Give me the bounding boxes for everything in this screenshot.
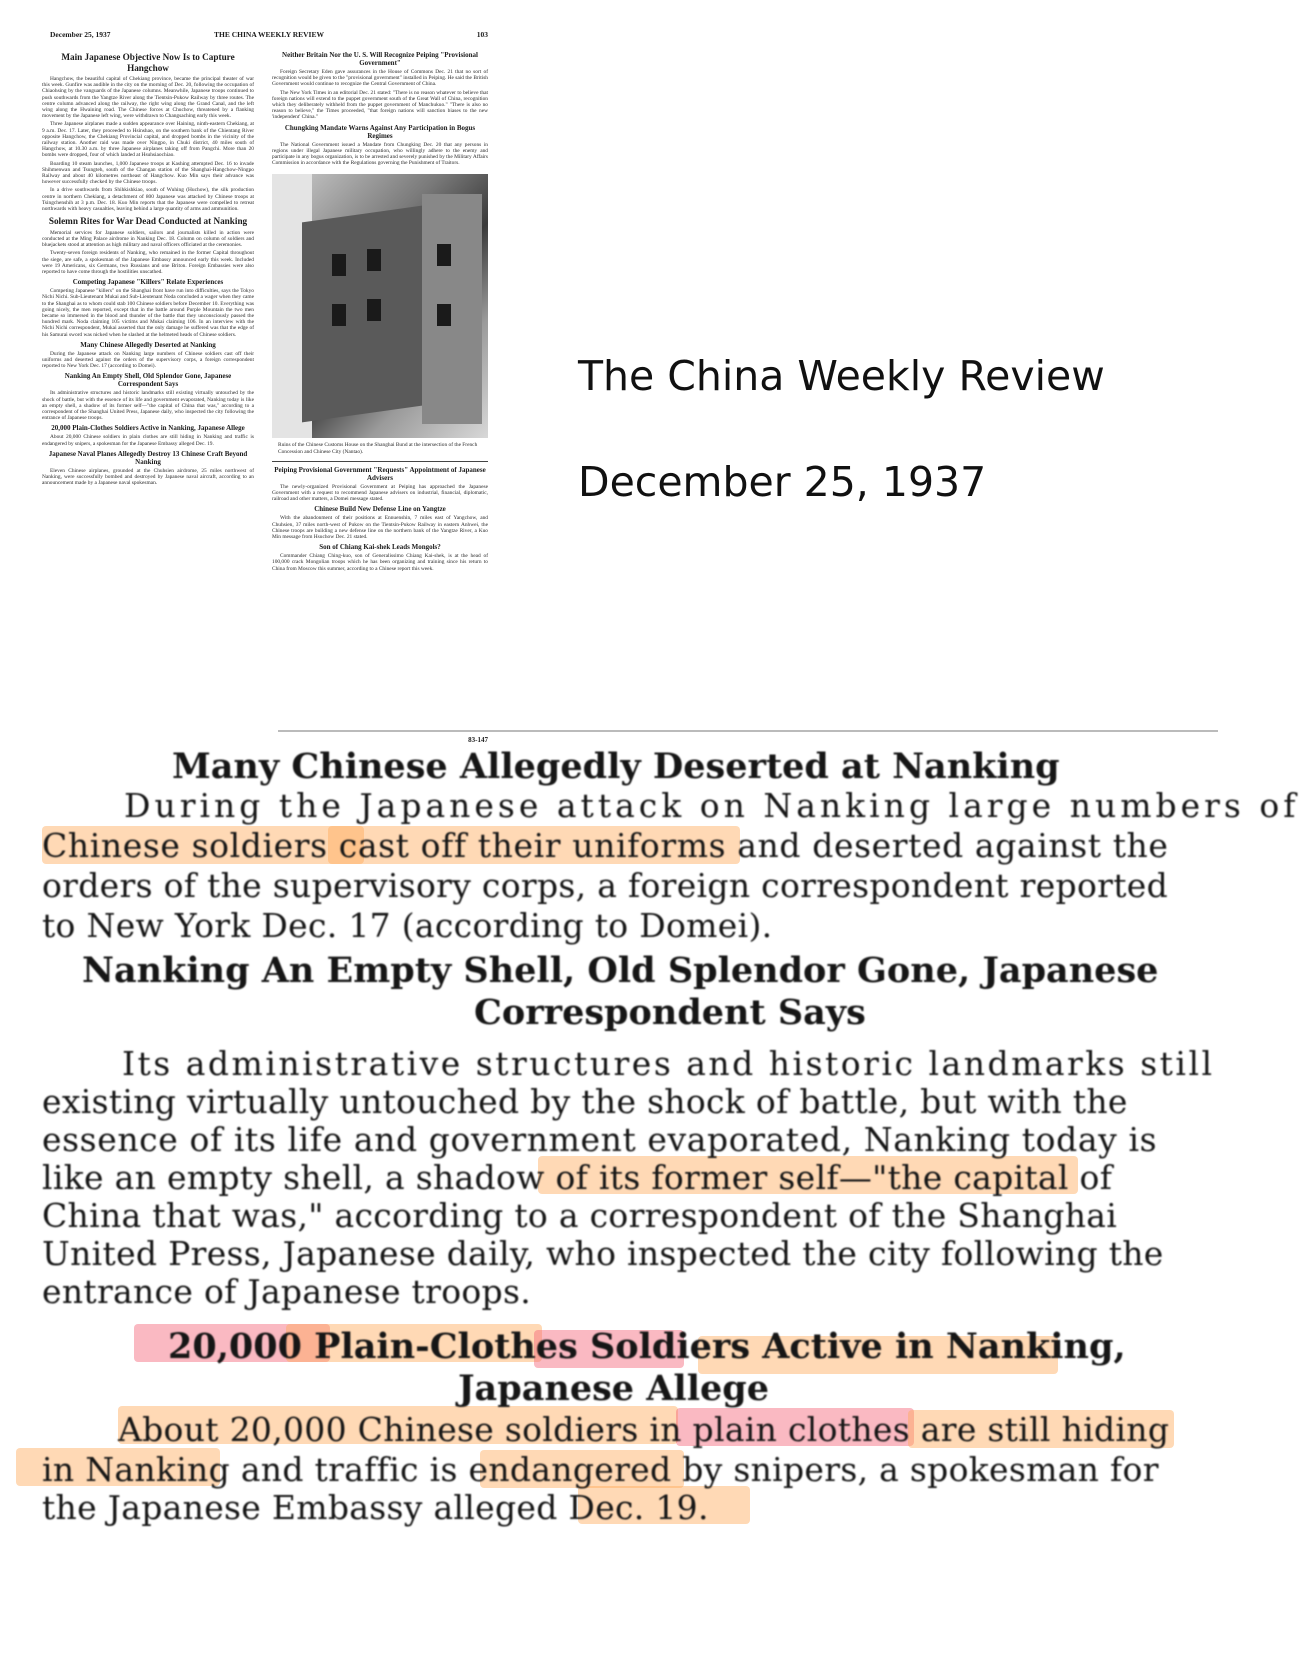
- article-subheading: Chinese Build New Defense Line on Yangtze: [314, 505, 446, 514]
- article-paragraph: The New York Times in an editorial Dec. 21 stated: "There is no reason whatever to believe that foreign nations will extend to the puppet government south of the Great Wall of China, recognition which they deliberately withheld from the puppet government of Manchukuo." "There is also no reason to believe," the Times proceeded, "that foreign nations will sanction biases to the new 'independent' China.": [272, 89, 488, 121]
- excerpt-heading: Nanking An Empty Shell, Old Splendor Gone, Japanese: [82, 950, 1159, 991]
- right-column: [272, 48, 488, 574]
- article-paragraph: With the abandonment of their positions at Ennuenshin, 7 miles east of Yangchow, and Chuhsien, 37 miles north-west of Pukow on the Tientsin-Pukow Railway in eastern Anhwei, the Chinese troops are building a new defense line on the northern bank of the Yangtze River, a Kuo Min message from Hsuchow Dec. 21 stated.: [272, 515, 488, 541]
- article-paragraph: Competing Japanese "killers" on the Shanghai front have run into difficulties, says the Tokyo Nichi Nichi. Sub-Lieutenant Mukai and Sub-Lieutenant Noda concluded a wager when they came to the Shanghai as to whom could stab 100 Chinese soldiers before December 10. Everything was going nicely, the men reported, except that in the battle around Purple Mountain the two men became so immersed in the blood and thunder of the battle that they unconsciously passed the hundred mark. Noda claiming 105 victims and Mukai claiming 106. In an interview with the Nichi Nichi correspondent, Mukai asserted that the only damage he suffered was that the edge of his Samurai sword was nicked when he slashed at the helmeted heads of Chinese soldiers.: [42, 288, 254, 338]
- article-paragraph: Its administrative structures and historic landmarks still existing virtually untouched by the shock of battle, but with the essence of its life and government evaporated, Nanking today is like an empty shell, a shadow of its former self—"the capital of China that was," according to a correspondent of the Shanghai United Press, Japanese daily, who inspected the city following the entrance of Japanese troops.: [42, 390, 254, 422]
- page-footer-number: 83-147: [468, 736, 488, 744]
- article-heading: Main Japanese Objective Now Is to Capture Hangchow: [61, 52, 235, 73]
- publication-title: The China Weekly Review: [578, 352, 1105, 400]
- article-paragraph: The National Government issued a Mandate from Chungking Dec. 20 that any persons in regions under illegal Japanese military occupation, who willingly adhere to the enemy and participate in any bogus organization, is to be arrested and severely punished by the Military Affairs Commission in accordance with the Regulations governing the Punishment of Traitors.: [272, 141, 488, 167]
- article-paragraph: Foreign Secretary Eden gave assurances in the House of Commons Dec. 21 that no sort of recognition would be given to the "provisional government" installed in Peiping. He said the British Government would continue to recognize the Central Government of China.: [272, 69, 488, 88]
- excerpt-heading: Many Chinese Allegedly Deserted at Nanking: [172, 746, 1060, 787]
- article-subheading: Competing Japanese "Killers" Relate Experiences: [72, 278, 224, 287]
- excerpt-line: Chinese soldiers cast off their uniforms and deserted against the: [42, 826, 1169, 865]
- excerpt-line: like an empty shell, a shadow of its former self—"the capital of: [42, 1158, 1113, 1197]
- article-subheading: Son of Chiang Kai-shek Leads Mongols?: [319, 543, 441, 552]
- article-paragraph: Memorial services for Japanese soldiers, sailors and journalists killed in action were conducted at the Ming Palace airdrome in Nanking Dec. 18. Column on column of soldiers and bluejackets stood at attention as high military and naval officers officiated at the ceremonies.: [42, 229, 254, 249]
- publication-date: December 25, 1937: [578, 458, 987, 506]
- page-header: [50, 30, 488, 42]
- excerpt-line: About 20,000 Chinese soldiers in plain clothes are still hiding: [118, 1410, 1170, 1449]
- excerpt-heading: Correspondent Says: [474, 992, 866, 1033]
- excerpt-line: essence of its life and government evaporated, Nanking today is: [42, 1120, 1158, 1159]
- article-paragraph: During the Japanese attack on Nanking large numbers of Chinese soldiers cast off their uniforms and deserted against the orders of the supervisory corps, a foreign correspondent reported to New York Dec. 17 (according to Domei).: [42, 350, 254, 370]
- header-title: THE CHINA WEEKLY REVIEW: [214, 30, 324, 39]
- excerpt-line: During the Japanese attack on Nanking large numbers of: [124, 786, 1300, 825]
- article-paragraph: Eleven Chinese airplanes, grounded at the Chuhsien airdrome, 25 miles northwest of Nanking, were successfully bombed and destroyed by Japanese naval aircraft, according to an announcement made by a Japanese naval spokesman.: [42, 467, 254, 487]
- photo-caption: Ruins of the Chinese Customs House on the Shanghai Bund at the intersection of the French Concession and Chinese City (Nantao).: [278, 442, 478, 455]
- zoomed-excerpt: [38, 730, 1300, 1550]
- article-heading: Solemn Rites for War Dead Conducted at Nanking: [48, 216, 248, 227]
- excerpt-line: United Press, Japanese daily, who inspected the city following the: [42, 1234, 1164, 1273]
- excerpt-line: entrance of Japanese troops.: [42, 1272, 531, 1311]
- excerpt-line: China that was," according to a correspondent of the Shanghai: [42, 1196, 1118, 1235]
- excerpt-line: Its administrative structures and historic landmarks still: [122, 1044, 1215, 1083]
- excerpt-line: to New York Dec. 17 (according to Domei).: [42, 906, 773, 945]
- article-paragraph: The newly-organized Provisional Government at Peiping has approached the Japanese Government with a request to recommend Japanese advisers on industrial, financial, diplomatic, railroad and other matters, a Domei message stated.: [272, 483, 488, 503]
- article-subheading: 20,000 Plain-Clothes Soldiers Active in Nanking, Japanese Allege: [51, 424, 245, 433]
- article-paragraph: Boarding 10 steam launches, 1,000 Japanese troops at Kashing attempted Dec. 16 to invade Shihmenwan and Tsungteh, south of the Changan station of the Shanghai-Hangchow-Ningpo Railway and about 40 kilometres northeast of Hangchow. Kuo Min says their advance was however successfully checked by the Chinese troops.: [42, 160, 254, 186]
- article-subheading: Many Chinese Allegedly Deserted at Nanking: [80, 340, 216, 349]
- excerpt-line: orders of the supervisory corps, a foreign correspondent reported: [42, 866, 1169, 905]
- left-column: [42, 48, 254, 488]
- excerpt-heading: Japanese Allege: [458, 1368, 770, 1409]
- article-paragraph: Twenty-seven foreign residents of Nanking, who remained in the former Capital throughout the siege, are safe, a spokesman of the Japanese Embassy announced early this week. Included were 19 Americans, six Germans, two Russians and one Briton. Foreign Embassies were also reported to have come through the hostilities unscathed.: [42, 250, 254, 275]
- divider: [272, 461, 488, 462]
- excerpt-line: the Japanese Embassy alleged Dec. 19.: [42, 1488, 709, 1527]
- article-paragraph: Three Japanese airplanes made a sudden appearance over Haining, ninth-eastern Chekiang, at 9 a.m. Dec. 17. Later, they proceeded to Hsinshao, on the southern bank of the Chientang River opposite Hangchow, the Chekiang Provincial capital, and dropped bombs in the vicinity of the railway station. Another raid was made over Ningpo, in Chuki district, 40 miles south of Hangchow, at 10.30 a.m. by three Japanese airplanes taking off from Pangchi. More than 20 bombs were dropped, four of which landed at Hsuhsiaochiao.: [42, 121, 254, 159]
- article-heading: Peiping Provisional Government "Requests" Appointment of Japanese Advisers: [274, 465, 486, 482]
- article-subheading: Nanking An Empty Shell, Old Splendor Gone, Japanese Correspondent Says: [64, 372, 232, 389]
- article-paragraph: Hangchow, the beautiful capital of Chekiang province, became the principal theater of war this week. Gunfire was audible in the city on the morning of Dec. 20, following the occupation of Chiaohsing by the vanguards of the Japanese columns. Meanwhile, Japanese troops continued to push southwards from the Yangtze River along the Tientsin-Pukow Railway by three routes. The centre column advanced along the railway, the right wing along the Grand Canal, and the left wing along the Hwaining road. The Chinese forces at Chuchow, threatened by a flanking movement by the Japanese left wing, were withdrawn to Changsaching early this week.: [42, 76, 254, 120]
- article-paragraph: About 20,000 Chinese soldiers in plain clothes are still hiding in Nanking and traffic is endangered by snipers, a spokesman for the Japanese Embassy alleged Dec. 19.: [42, 434, 254, 447]
- header-date: December 25, 1937: [50, 30, 111, 39]
- article-subheading: Chungking Mandate Warns Against Any Participation in Bogus Regimes: [284, 123, 476, 140]
- article-heading: Neither Britain Nor the U. S. Will Recognize Peiping "Provisional Government": [282, 51, 478, 67]
- header-page-number: 103: [476, 30, 488, 39]
- article-subheading: Japanese Naval Planes Allegedly Destroy 13 Chinese Craft Beyond Nanking: [48, 449, 248, 466]
- divider: [278, 730, 1218, 732]
- excerpt-heading: 20,000 Plain-Clothes Soldiers Active in Nanking,: [168, 1326, 1126, 1367]
- excerpt-line: in Nanking and traffic is endangered by snipers, a spokesman for: [42, 1450, 1159, 1489]
- excerpt-line: existing virtually untouched by the shock of battle, but with the: [42, 1082, 1128, 1121]
- article-paragraph: Commander Chiang Ching-kuo, son of Generalissimo Chiang Kai-shek, is at the head of 100,000 crack Mongolian troops which he has been organizing and training since his return to China from Moscow this summer, according to a Chinese report this week.: [272, 553, 488, 572]
- newspaper-page-scan: [36, 22, 496, 750]
- article-paragraph: In a drive southwards from Shihkishkiao, south of Wuhing (Huchow), the silk production centre in northern Chekiang, a detachment of 800 Japanese was attacked by Chinese troops at Tsingchenshih at 3 p.m. Dec. 18. Kuo Min reports that the Japanese were compelled to retreat northwards with heavy casualties, leaving behind a large quantity of arms and ammunition.: [42, 187, 254, 213]
- ruins-photo: [272, 174, 488, 438]
